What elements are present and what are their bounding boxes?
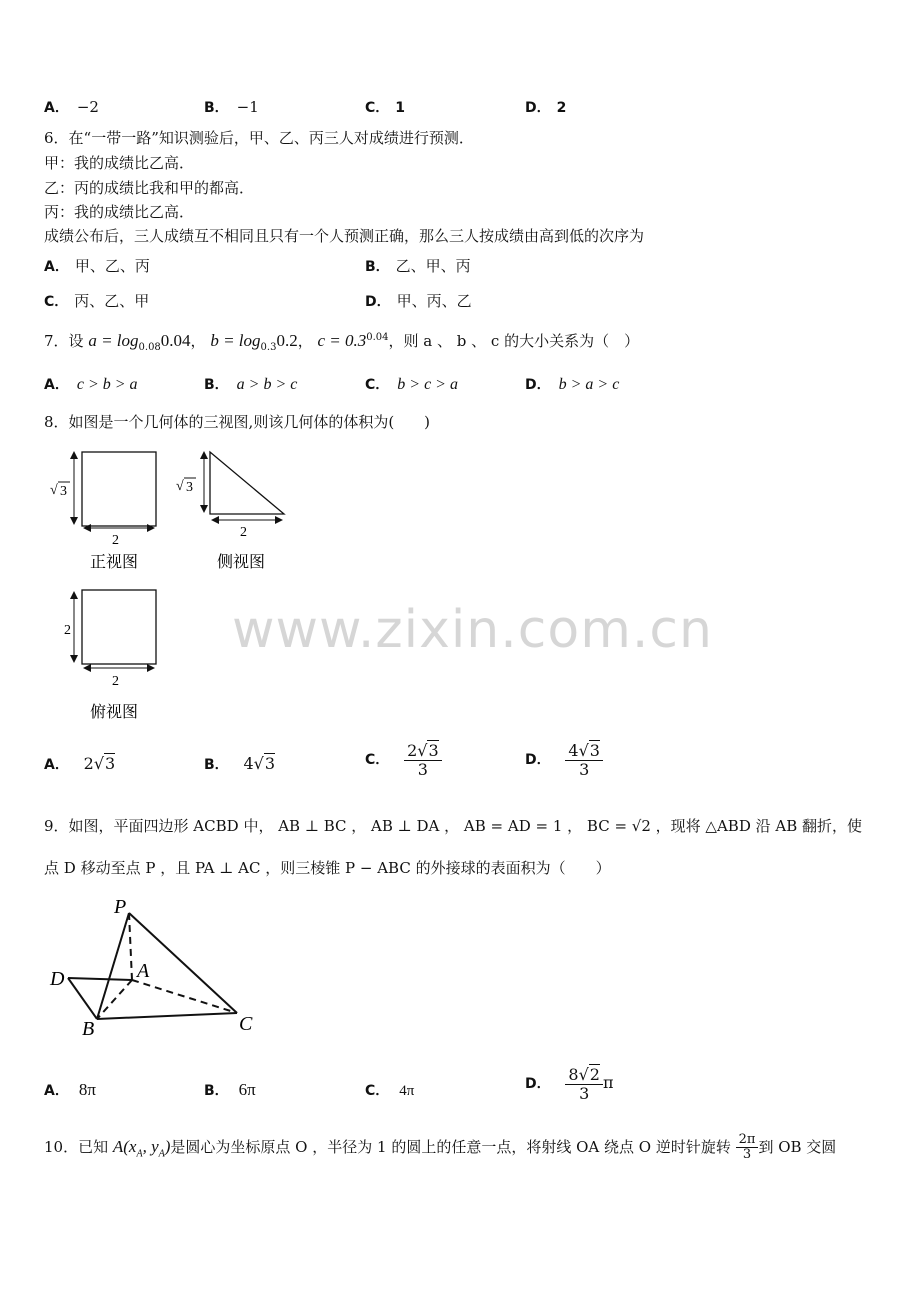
option-value: 8π [78,1080,96,1099]
q10-tail: 到 OB 交圆 [758,1137,837,1156]
q9-line2: 点 D 移动至点 P ，且 PA ⊥ AC ，则三棱锥 P − ABC 的外接球的表面积为（ ） [44,859,611,877]
side-view-triangle [210,452,284,514]
option-label: D． [365,294,391,310]
log-arg: 0.2 [276,331,298,350]
q7-option-d [525,374,619,394]
q9-option-b [204,1080,256,1100]
q6-line: 乙：丙的成绩比我和甲的都高． [44,179,255,197]
front-width-label: 2 [112,533,119,548]
edge-pb [97,913,129,1019]
option-label: C． [44,294,69,310]
q9-option-a [44,1080,96,1100]
option-value: 6π [238,1080,256,1099]
top-width-label: 2 [112,674,119,689]
option-label: D． [525,752,551,769]
edge-da [68,978,132,980]
q6-option-c [44,290,149,311]
expr-b: b = log [210,331,261,350]
point-d-label: D [50,968,65,990]
option-label: A． [44,757,69,773]
option-value: 4√3 [243,754,276,773]
tetrahedron-figure [44,893,274,1043]
option-label: C． [365,377,390,393]
question-number: 10．已知 [44,1137,109,1156]
option-label: B． [204,377,229,393]
q8-option-d [525,742,603,778]
edge-bc [97,1013,237,1019]
q9-option-c [365,1080,414,1100]
option-label: B． [204,1083,229,1099]
option-value: $\frac{8√2}{3}$ [565,1066,603,1102]
option-label: C． [365,752,390,769]
q9-line1: 9．如图，平面四边形 ACBD 中， AB ⊥ BC ， AB ⊥ DA ， AB = AD = 1 ， BC = √2 ，现将 △ABD 沿 AB 翻折，使 [44,817,863,835]
q8-option-a [44,754,115,774]
q10-text: 是圆心为坐标原点 O ，半径为 1 的圆上的任意一点，将射线 OA 绕点 O 逆时针旋转 [170,1137,731,1156]
q7-option-b [204,374,297,394]
q6-option-d [365,290,472,311]
option-pi: π [602,1073,614,1093]
option-value: 2 [556,100,567,116]
edge-db [68,978,97,1019]
option-value: $\frac{2√3}{3}$ [404,742,442,778]
point-a-label: A [137,960,150,982]
option-value: 甲、丙、乙 [396,292,472,310]
option-value: −1 [236,98,259,116]
q6-line: 甲：我的成绩比乙高． [44,154,195,172]
q5-option-c [365,97,405,117]
option-label: A． [44,100,69,116]
q9-option-d [525,1066,614,1102]
point-b-label: B [82,1018,95,1040]
svg-text:√: √ [50,483,58,498]
front-view-square [82,452,156,526]
option-label: B． [204,100,229,116]
three-view-figure [40,440,300,730]
q6-option-b [365,255,471,276]
point-c-label: C [239,1013,253,1035]
expr-c: c = 0.3 [317,331,367,350]
q6-question: 成绩公布后，三人成绩互不相同且只有一个人预测正确，那么三人按成绩由高到低的次序为 [44,227,645,245]
q8-option-c [365,742,442,778]
q5-option-b [204,97,259,117]
q6-line: 丙：我的成绩比乙高． [44,203,195,221]
rotation-angle: $\frac{2\pi}{3}$ [736,1133,759,1163]
q8-option-b [204,754,275,774]
edge-ac [132,980,237,1013]
option-value: b > c > a [397,376,458,393]
option-label: D． [525,377,551,393]
option-value: 2√3 [83,754,116,773]
q8-stem: 8．如图是一个几何体的三视图,则该几何体的体积为( ) [44,413,431,431]
option-value: 4π [399,1083,415,1099]
point-p-label: P [114,896,127,918]
log-base: 0.3 [260,342,277,353]
option-label: D． [525,100,551,116]
option-value: a > b > c [236,376,298,393]
option-value: b > a > c [558,376,620,393]
q6-option-a [44,255,150,276]
point-a-expr: $A(x_A$, $y_A$) [112,1136,171,1160]
option-label: D． [525,1076,551,1093]
option-value: 1 [395,100,406,116]
side-width-label: 2 [240,525,247,540]
edge-pa [129,913,132,980]
exponent: 0.04 [366,332,389,343]
option-label: A． [44,1083,69,1099]
option-value: 乙、甲、丙 [395,257,471,275]
log-arg: 0.04 [160,331,191,350]
q7-option-c [365,374,458,394]
q7-stem: 7．设 $a = \log_{0.08}0.04$， $b = \log_{0.3}0.2$， $c = 0.3^{0.04}$，则 a 、 b 、 c 的大小关系为（ ） [44,331,640,353]
side-height-label: 3 [186,480,193,495]
top-height-label: 2 [64,623,71,638]
option-value: 甲、乙、丙 [74,257,150,275]
q5-option-a [44,97,99,117]
option-value: c > b > a [76,376,138,393]
option-label: A． [44,377,69,393]
top-view-square [82,590,156,664]
svg-text:√: √ [176,479,184,494]
log-base: 0.08 [138,342,161,353]
option-value: −2 [76,98,99,116]
option-value: 丙、乙、甲 [74,292,150,310]
front-height-label: 3 [60,484,67,499]
option-label: C． [365,100,390,116]
q10-stem [44,1133,836,1163]
q7-tail: ，则 a 、 b 、 c 的大小关系为（ ） [388,332,640,350]
top-view-caption: 俯视图 [90,702,139,721]
side-view-caption: 侧视图 [217,552,266,571]
option-label: B． [365,259,390,275]
expr-a: a = log [88,331,139,350]
option-label: C． [365,1083,390,1099]
front-view-caption: 正视图 [90,552,139,571]
option-label: B． [204,757,229,773]
option-label: A． [44,259,69,275]
watermark: www.zixin.com.cn [232,600,713,660]
q6-stem: 6．在“一带一路”知识测验后，甲、乙、丙三人对成绩进行预测． [44,129,474,147]
q7-option-a [44,374,138,394]
q5-option-d [525,97,566,117]
question-number: 7．设 [44,332,84,350]
option-value: $\frac{4√3}{3}$ [565,742,603,778]
